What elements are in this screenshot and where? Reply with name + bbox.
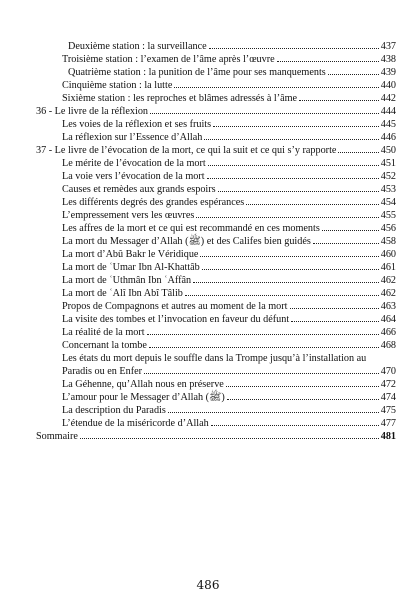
toc-entry-text: La mort du Messager d’Allah (ﷺ) et des Califes bien guidés — [62, 236, 311, 247]
toc-entry — [36, 326, 396, 339]
toc-entry-text: Concernant la tombe — [62, 340, 147, 351]
toc-entry — [36, 222, 396, 235]
toc-entry-text: 37 - Le livre de l’évocation de la mort, ce qui la suit et ce qui s’y rapporte — [36, 145, 337, 156]
toc-entry-text: La réflexion sur l’Essence d’Allah — [62, 132, 203, 143]
toc-chapter-entry — [36, 430, 396, 443]
table-of-contents — [36, 40, 396, 443]
toc-page-number: 464 — [380, 314, 396, 325]
page-number: 486 — [196, 578, 220, 592]
toc-page-number: 475 — [380, 405, 396, 416]
toc-entry — [36, 196, 396, 209]
dot-leader — [147, 334, 379, 335]
toc-entry-text: Troisième station : l’examen de l’âme après l’œuvre — [62, 54, 275, 65]
toc-entry — [36, 352, 396, 378]
dot-leader — [202, 269, 379, 270]
toc-entry-text: Causes et remèdes aux grands espoirs — [62, 184, 216, 195]
toc-entry — [36, 391, 396, 404]
toc-entry-text: La mort de ʿUthmân Ibn ʿAffân — [62, 275, 192, 286]
dot-leader — [149, 347, 379, 348]
toc-entry — [36, 118, 396, 131]
dot-leader — [322, 230, 379, 231]
dot-leader — [209, 48, 379, 49]
toc-entry-text: L’amour pour le Messager d’Allah (ﷺ) — [62, 392, 225, 403]
toc-entry — [36, 66, 396, 79]
toc-page-number: 466 — [380, 327, 396, 338]
toc-entry-text: La visite des tombes et l’invocation en faveur du défunt — [62, 314, 290, 325]
toc-entry — [36, 404, 396, 417]
dot-leader — [213, 126, 379, 127]
toc-entry-text: 36 - Le livre de la réflexion — [36, 106, 149, 117]
toc-entry — [36, 300, 396, 313]
toc-page-number: 446 — [380, 132, 396, 143]
toc-entry — [36, 53, 396, 66]
toc-entry — [36, 79, 396, 92]
dot-leader — [150, 113, 379, 114]
toc-page-number: 452 — [380, 171, 396, 182]
toc-entry-text: Les différents degrés des grandes espérances — [62, 197, 245, 208]
toc-entry-text: Le mérite de l’évocation de la mort — [62, 158, 206, 169]
toc-entry-text: La description du Paradis — [62, 405, 166, 416]
toc-entry — [36, 170, 396, 183]
toc-entry-text: Sommaire — [36, 431, 78, 442]
toc-entry-text: Sixième station : les reproches et blâmes adressés à l’âme — [62, 93, 298, 104]
toc-entry — [36, 131, 396, 144]
toc-page-number: 439 — [380, 67, 396, 78]
toc-entry-text: La mort de ʿAlî Ibn Abî Tâlib — [62, 288, 183, 299]
dot-leader — [185, 295, 379, 296]
toc-page-number: 450 — [380, 145, 396, 156]
dot-leader — [227, 399, 379, 400]
dot-leader — [196, 217, 378, 218]
toc-page-number: 453 — [380, 184, 396, 195]
dot-leader — [290, 308, 379, 309]
toc-entry-text: La mort d’Abû Bakr le Véridique — [62, 249, 199, 260]
toc-entry-text: La réalité de la mort — [62, 327, 145, 338]
toc-entry — [36, 313, 396, 326]
toc-page-number: 442 — [380, 93, 396, 104]
dot-leader — [204, 139, 378, 140]
dot-leader — [200, 256, 378, 257]
toc-chapter-entry — [36, 144, 396, 157]
toc-chapter-entry — [36, 105, 396, 118]
toc-entry-text: Cinquième station : la lutte — [62, 80, 173, 91]
toc-page-number: 445 — [380, 119, 396, 130]
toc-entry-text: Deuxième station : la surveillance — [68, 41, 207, 52]
toc-page-number: 451 — [380, 158, 396, 169]
toc-page-number: 472 — [380, 379, 396, 390]
dot-leader — [313, 243, 379, 244]
toc-entry — [36, 209, 396, 222]
toc-page-number: 481 — [380, 431, 396, 442]
dot-leader — [168, 412, 379, 413]
toc-page-number: 468 — [380, 340, 396, 351]
toc-page-number: 460 — [380, 249, 396, 260]
dot-leader — [246, 204, 378, 205]
dot-leader — [338, 152, 378, 153]
toc-entry-text: La Géhenne, qu’Allah nous en préserve — [62, 379, 224, 390]
dot-leader — [208, 165, 379, 166]
toc-entry-text: La mort de ʿUmar Ibn Al-Khattâb — [62, 262, 200, 273]
toc-page-number: 456 — [380, 223, 396, 234]
toc-entry — [36, 157, 396, 170]
toc-entry — [36, 378, 396, 391]
dot-leader — [211, 425, 379, 426]
toc-page-number: 454 — [380, 197, 396, 208]
dot-leader — [291, 321, 379, 322]
toc-entry-text: Propos de Compagnons et autres au moment de la mort — [62, 301, 288, 312]
dot-leader — [207, 178, 379, 179]
toc-page-number: 462 — [380, 275, 396, 286]
dot-leader — [328, 74, 379, 75]
toc-page-number: 463 — [380, 301, 396, 312]
toc-page-number: 470 — [380, 366, 396, 377]
dot-leader — [299, 100, 379, 101]
toc-page-number: 458 — [380, 236, 396, 247]
toc-entry-text: Les voies de la réflexion et ses fruits — [62, 119, 212, 130]
toc-entry-text: Paradis ou en Enfer — [62, 366, 143, 377]
dot-leader — [174, 87, 378, 88]
toc-entry-text: Les affres de la mort et ce qui est recommandé en ces moments — [62, 223, 320, 234]
toc-entry — [36, 287, 396, 300]
dot-leader — [226, 386, 379, 387]
toc-entry-text: L’empressement vers les œuvres — [62, 210, 195, 221]
toc-page-number: 440 — [380, 80, 396, 91]
toc-entry — [36, 183, 396, 196]
dot-leader — [193, 282, 379, 283]
dot-leader — [218, 191, 379, 192]
toc-entry — [36, 40, 396, 53]
dot-leader — [144, 373, 379, 374]
toc-page-number: 438 — [380, 54, 396, 65]
dot-leader — [277, 61, 379, 62]
toc-entry — [36, 92, 396, 105]
toc-entry — [36, 261, 396, 274]
toc-entry-text: La voie vers l’évocation de la mort — [62, 171, 205, 182]
toc-page-number: 455 — [380, 210, 396, 221]
toc-entry-text: L’étendue de la miséricorde d’Allah — [62, 418, 209, 429]
dot-leader — [80, 438, 379, 439]
toc-page-number: 474 — [380, 392, 396, 403]
toc-entry — [36, 417, 396, 430]
toc-entry — [36, 339, 396, 352]
toc-entry — [36, 235, 396, 248]
toc-page-number: 462 — [380, 288, 396, 299]
toc-entry-text: Quatrième station : la punition de l’âme pour ses manquements — [68, 67, 326, 78]
toc-page-number: 444 — [380, 106, 396, 117]
toc-entry — [36, 274, 396, 287]
toc-entry — [36, 248, 396, 261]
toc-entry-text: Les états du mort depuis le souffle dans la Trompe jusqu’à l’installation au — [62, 353, 367, 364]
toc-page-number: 437 — [380, 41, 396, 52]
toc-page-number: 461 — [380, 262, 396, 273]
toc-page-number: 477 — [380, 418, 396, 429]
